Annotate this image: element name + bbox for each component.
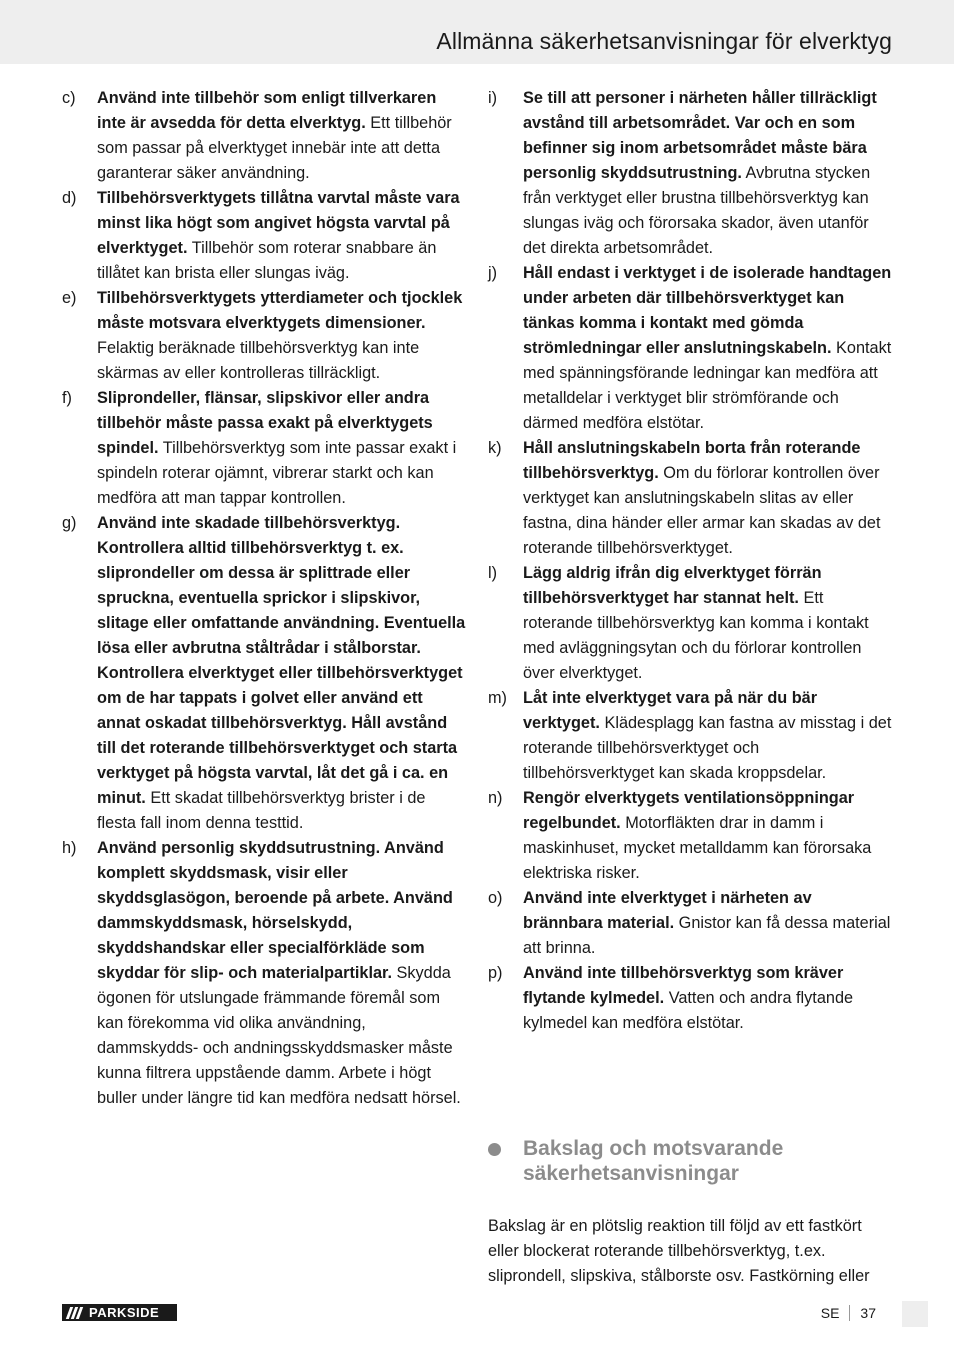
item-letter: o) xyxy=(488,889,503,907)
list-item xyxy=(62,511,467,836)
kickback-section xyxy=(488,1136,892,1289)
list-item xyxy=(62,386,467,511)
item-letter: n) xyxy=(488,789,503,807)
page-number: 37 xyxy=(860,1305,876,1321)
list-item xyxy=(488,961,892,1036)
item-letter: i) xyxy=(488,89,498,107)
item-body-text: Gnistor kan få dessa material att brinna. xyxy=(523,914,891,957)
item-body-text: Vatten och andra flytande kylmedel kan medföra elstötar. xyxy=(523,989,854,1032)
item-text xyxy=(97,386,467,511)
item-body-text: Ett skadat tillbehörsverktyg brister i de flesta fall inom denna testtid. xyxy=(97,789,426,832)
bullet-icon xyxy=(488,1143,501,1156)
item-text xyxy=(523,86,892,261)
page-tab-marker xyxy=(902,1301,928,1327)
item-letter: h) xyxy=(62,839,77,857)
item-text xyxy=(97,511,467,836)
list-item xyxy=(488,561,892,686)
item-bold-text: Låt inte elverktyget vara på när du bär verktyget. xyxy=(523,689,818,732)
logo-text: PARKSIDE xyxy=(89,1305,160,1320)
section-heading xyxy=(488,1136,892,1186)
list-item xyxy=(62,836,467,1111)
list-item xyxy=(62,286,467,386)
language-code: SE xyxy=(820,1305,840,1321)
item-bold-text: Rengör elverktygets ventilationsöppningar regelbundet. xyxy=(523,789,855,832)
item-letter: l) xyxy=(488,564,498,582)
item-body-text: Klädesplagg kan fastna av misstag i det roterande tillbehörsverktyget och tillbehörsverktyget kan skada kroppsdelar. xyxy=(523,714,892,782)
item-letter: f) xyxy=(62,389,72,407)
item-body-text: Felaktig beräknade tillbehörsverktyg kan inte skärmas av eller kontrolleras tillräckligt. xyxy=(97,339,420,382)
item-text xyxy=(523,561,892,686)
item-letter: j) xyxy=(488,264,498,282)
list-item xyxy=(62,86,467,186)
item-bold-text: Använd inte elverktyget i närheten av brännbara material. xyxy=(523,889,812,932)
item-letter: p) xyxy=(488,964,503,982)
item-text xyxy=(523,261,892,436)
item-letter: m) xyxy=(488,689,507,707)
item-bold-text: Använd inte skadade tillbehörsverktyg. Kontrollera alltid tillbehörsverktyg t. ex. sliprondeller om dessa är splittrade eller spruckna, eventuella sprickor i slipskivor, slitage eller omfattande användning. Eventuella lösa eller avbrutna ståltrådar i stålborstar. Kontrollera elverktyget eller tillbehörsverktyget om de har tappats i golvet eller använd ett annat oskadat tillbehörsverktyg. Håll avstånd till det roterande tillbehörsverktyget och starta verktyget på högsta varvtal, låt det gå i ca. en minut. xyxy=(97,514,466,807)
item-body-text: Motorfläkten drar in damm i maskinhuset, mycket metalldamm kan förorsaka elektriska risker. xyxy=(523,814,872,882)
item-bold-text: Håll anslutningskabeln borta från roterande tillbehörsverktyg. xyxy=(523,439,861,482)
list-item xyxy=(488,261,892,436)
item-letter: g) xyxy=(62,514,77,532)
item-body-text: Avbrutna stycken från verktyget eller brustna tillbehörsverktyg kan slungas iväg och förorsaka skador, även utanför det direkta arbetsområdet. xyxy=(523,164,871,257)
item-letter: c) xyxy=(62,89,76,107)
item-letter: e) xyxy=(62,289,77,307)
item-letter: k) xyxy=(488,439,502,457)
item-bold-text: Använd inte tillbehörsverktyg som kräver flytande kylmedel. xyxy=(523,964,844,1007)
item-text xyxy=(97,86,467,186)
item-text xyxy=(97,186,467,286)
item-text xyxy=(523,436,892,561)
item-text xyxy=(523,786,892,886)
item-bold-text: Tillbehörsverktygets ytterdiameter och tjocklek måste motsvara elverktygets dimensioner. xyxy=(97,289,463,332)
left-column xyxy=(62,86,467,1111)
item-body-text: Ett roterande tillbehörsverktyg kan komma i kontakt med avläggningsytan och du förlorar kontrollen över elverktyget. xyxy=(523,589,869,682)
item-body-text: Om du förlorar kontrollen över verktyget kan anslutningskabeln slitas av eller fastna, dina händer eller armar kan skadas av det roterande tillbehörsverktyget. xyxy=(523,464,881,557)
item-body-text: Ett tillbehör som passar på elverktyget innebär inte att detta garanterar säker användning. xyxy=(97,114,452,182)
list-item xyxy=(488,686,892,786)
item-bold-text: Sliprondeller, flänsar, slipskivor eller andra tillbehör måste passa exakt på elverktygets spindel. xyxy=(97,389,433,457)
item-body-text: Kontakt med spänningsförande ledningar kan medföra att metalldelar i verktyget blir strömförande och därmed medföra elstötar. xyxy=(523,339,892,432)
item-text xyxy=(523,886,892,961)
footer-divider xyxy=(849,1305,850,1321)
list-item xyxy=(488,86,892,261)
parkside-logo xyxy=(62,1304,177,1321)
list-item xyxy=(488,886,892,961)
list-item xyxy=(488,436,892,561)
item-bold-text: Lägg aldrig ifrån dig elverktyget förrän tillbehörsverktyget har stannat helt. xyxy=(523,564,822,607)
item-letter: d) xyxy=(62,189,77,207)
item-bold-text: Tillbehörsverktygets tillåtna varvtal måste vara minst lika högt som angivet högsta varvtal på elverktyget. xyxy=(97,189,460,257)
item-bold-text: Se till att personer i närheten håller tillräckligt avstånd till arbetsområdet. Var och en som befinner sig inom arbetsområdet måste bära personlig skyddsutrustning. xyxy=(523,89,877,182)
list-item xyxy=(62,186,467,286)
item-bold-text: Håll endast i verktyget i de isolerade handtagen under arbeten där tillbehörsverktyget kan tänkas komma i kontakt med gömda strömledningar eller anslutningskabeln. xyxy=(523,264,892,357)
item-text xyxy=(523,961,892,1036)
item-body-text: Tillbehörsverktyg som inte passar exakt i spindeln roterar ojämnt, vibrerar starkt och kan medföra att man tappar kontrollen. xyxy=(97,439,457,507)
section-heading-text: Bakslag och motsvarande säkerhetsanvisningar xyxy=(523,1137,784,1185)
item-text xyxy=(523,686,892,786)
right-column xyxy=(488,86,892,1036)
list-item xyxy=(488,786,892,886)
page-title: Allmänna säkerhetsanvisningar för elverktyg xyxy=(436,28,892,54)
item-bold-text: Använd personlig skyddsutrustning. Använd komplett skyddsmask, visir eller skyddsglasögon, beroende på arbete. Använd dammskyddsmask, hörselskydd, skyddshandskar eller specialförkläde som skyddar för slip- och materialpartiklar. xyxy=(97,839,453,982)
item-bold-text: Använd inte tillbehör som enligt tillverkaren inte är avsedda för detta elverktyg. xyxy=(97,89,437,132)
page-header xyxy=(0,0,954,64)
item-text xyxy=(97,286,467,386)
page-footer xyxy=(821,1305,876,1321)
logo-stripes-icon xyxy=(68,1307,83,1319)
item-body-text: Skydda ögonen för utslungade främmande föremål som kan förekomma vid olika användning, dammskydds- och andningsskyddsmasker måste kunna filtrera uppstående damm. Arbete i högt buller under längre tid kan medföra nedsatt hörsel. xyxy=(97,964,461,1107)
item-body-text: Tillbehör som roterar snabbare än tillåtet kan brista eller slungas iväg. xyxy=(97,239,437,282)
item-text xyxy=(97,836,467,1111)
section-body: Bakslag är en plötslig reaktion till följd av ett fastkört eller blockerat roterande tillbehörsverktyg, t.ex. sliprondell, slipskiva, stålborste osv. Fastkörning eller xyxy=(488,1217,870,1285)
